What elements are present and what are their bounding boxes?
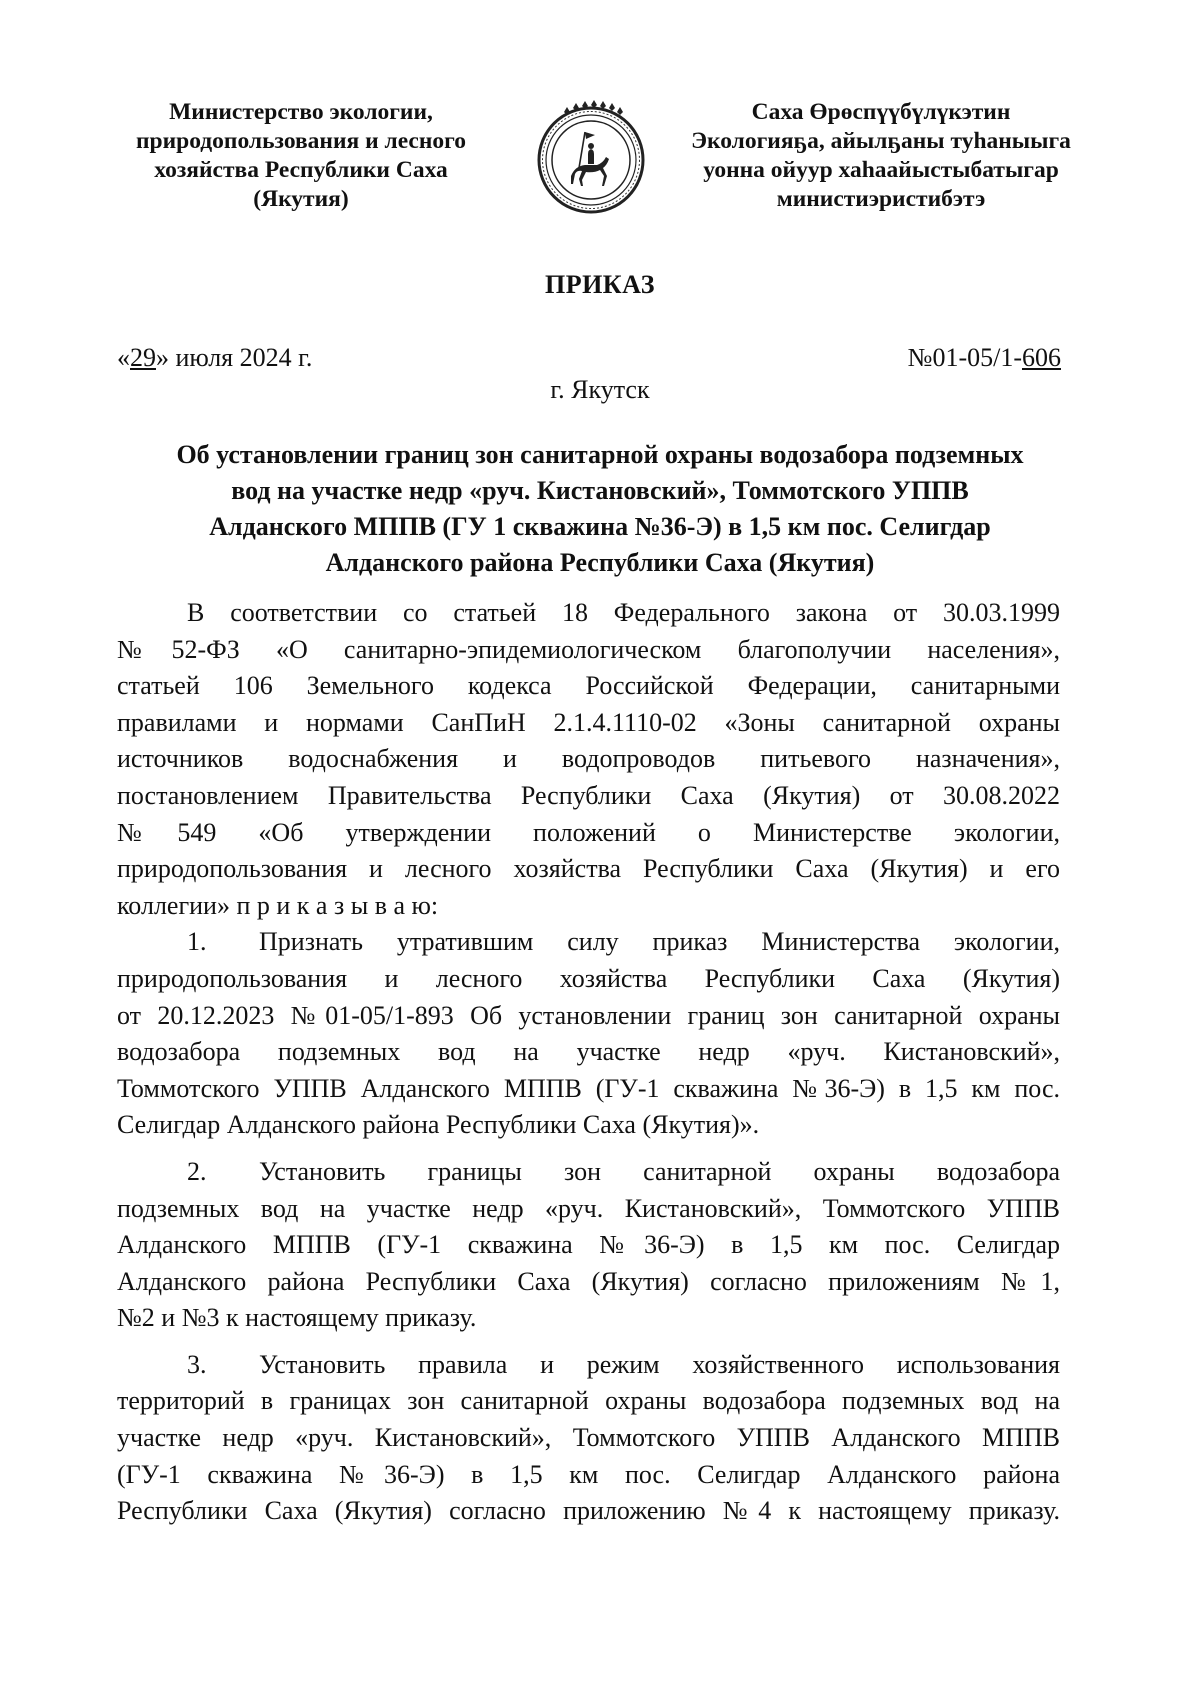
ministry-name-line: (Якутия): [253, 186, 349, 212]
document-body: [117, 595, 1060, 1530]
item-line: Алданского района Республики Саха (Якутия) согласно приложениям №1,: [117, 1266, 1060, 1296]
preamble-line: постановлением Правительства Республики Саха (Якутия) от 30.08.2022: [117, 780, 1060, 810]
document-number: [908, 343, 1061, 373]
number-suffix: 606: [1022, 343, 1061, 372]
subject-line: Алданского района Республики Саха (Якутия): [325, 548, 875, 577]
preamble-line: природопользования и лесного хозяйства Республики Саха (Якутия) и его: [117, 854, 1060, 884]
ministry-name-line: Министерство экологии,: [169, 99, 433, 125]
item-line: Томмотского УППВ Алданского МППВ (ГУ-1 скважина №36-Э) в 1,5 км пос.: [117, 1073, 1060, 1103]
item-text: Признать утратившим силу приказ Министерства экологии,: [259, 927, 1060, 957]
ministry-name-line: хозяйства Республики Саха: [154, 157, 448, 183]
date-month-year: » июля 2024 г.: [156, 343, 313, 372]
preamble-line: В соответствии со статьей 18 Федерального закона от 30.03.1999: [187, 598, 1060, 627]
item-line: водозабора подземных вод на участке недр «руч. Кистановский»,: [117, 1037, 1060, 1067]
item-line: участке недр «руч. Кистановский», Томмотского УППВ Алданского МППВ: [117, 1423, 1060, 1453]
preamble-line: статьей 106 Земельного кодекса Российской Федерации, санитарными: [117, 671, 1060, 701]
item-number: 3.: [187, 1349, 207, 1379]
subject-line: Об установлении границ зон санитарной охраны водозабора подземных: [176, 440, 1024, 469]
ministry-name-russian: [108, 98, 494, 214]
date-day: 29: [130, 343, 156, 372]
preamble-line: источников водоснабжения и водопроводов питьевого назначения»,: [117, 744, 1060, 774]
item-line: Алданского МППВ (ГУ-1 скважина №36-Э) в 1,5 км пос. Селигдар: [117, 1230, 1060, 1260]
ministry-name-sakha: [674, 98, 1088, 214]
sakha-republic-emblem-icon: [531, 98, 651, 218]
item-2-first-line: [117, 1154, 1060, 1191]
number-prefix: №01-05/1-: [907, 343, 1022, 372]
ministry-name-line: уонна ойуур хаһаайыстыбатыгар: [703, 157, 1059, 183]
item-line: №2 и №3 к настоящему приказу.: [117, 1303, 477, 1333]
document-city: г. Якутск: [550, 375, 650, 404]
subject-line: Алданского МППВ (ГУ 1 скважина №36-Э) в 1,5 км пос. Селигдар: [209, 512, 991, 541]
item-line: от 20.12.2023 №01-05/1-893 Об установлении границ зон санитарной охраны: [117, 1000, 1060, 1030]
item-line: Селигдар Алданского района Республики Саха (Якутия)».: [117, 1110, 760, 1140]
item-line: подземных вод на участке недр «руч. Кистановский», Томмотского УППВ: [117, 1193, 1060, 1223]
item-1-first-line: [117, 924, 1060, 961]
ministry-name-line: Экологияҕа, айылҕаны туһаныыга: [691, 128, 1071, 154]
preamble-line: правилами и нормами СанПиН 2.1.4.1110-02 «Зоны санитарной охраны: [117, 707, 1060, 737]
item-line: территорий в границах зон санитарной охраны водозабора подземных вод на: [117, 1386, 1060, 1416]
item-text: Установить правила и режим хозяйственного использования: [259, 1349, 1060, 1379]
preamble-line: №549 «Об утверждении положений о Министерстве экологии,: [117, 817, 1060, 847]
item-line: природопользования и лесного хозяйства Республики Саха (Якутия): [117, 963, 1060, 993]
preamble-line: №52-ФЗ «О санитарно-эпидемиологическом благополучии населения»,: [117, 634, 1060, 664]
ministry-name-line: Саха Өрөспүүбүлүкэтин: [751, 99, 1011, 125]
ministry-name-line: министиэристибэтэ: [776, 186, 986, 212]
document-title: ПРИКАЗ: [544, 270, 656, 299]
date-quote-open: «: [117, 343, 130, 372]
document-subject: [110, 437, 1090, 581]
subject-line: вод на участке недр «руч. Кистановский», Томмотского УППВ: [231, 476, 969, 505]
ministry-name-line: природопользования и лесного: [136, 128, 466, 154]
item-number: 2.: [187, 1156, 207, 1186]
item-text: Установить границы зон санитарной охраны водозабора: [259, 1156, 1060, 1186]
preamble-line: коллегии» п р и к а з ы в а ю:: [117, 890, 439, 920]
item-line: (ГУ-1 скважина №36-Э) в 1,5 км пос. Селигдар Алданского района: [117, 1459, 1060, 1489]
item-number: 1.: [187, 927, 207, 957]
item-3-first-line: [117, 1347, 1060, 1384]
item-line: Республики Саха (Якутия) согласно приложению №4 к настоящему приказу.: [117, 1496, 1060, 1526]
document-date: [117, 343, 312, 373]
